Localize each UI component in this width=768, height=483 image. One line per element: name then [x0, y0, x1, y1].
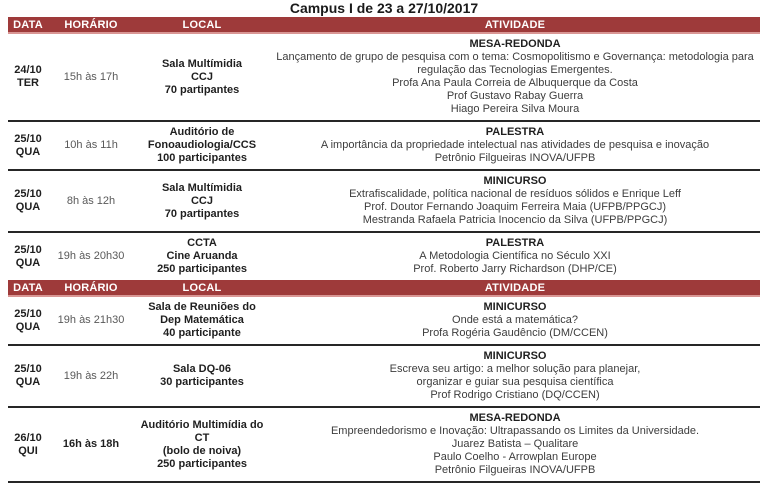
local-line: CCJ [190, 70, 213, 83]
activity-line: Hiago Pereira Silva Moura [450, 103, 580, 115]
activity-type: MINICURSO [483, 350, 547, 362]
activity-line: Petrônio Filgueiras INOVA/UFPB [434, 464, 596, 476]
local-line: Sala Multímidia [161, 181, 243, 194]
local-cell [134, 170, 270, 232]
local-cell [134, 345, 270, 407]
date-cell [8, 345, 48, 407]
schedule-table [8, 17, 760, 483]
date-line: 25/10 [14, 132, 42, 145]
activity-cell [270, 407, 760, 482]
activity-line: Profa Ana Paula Correia de Albuquerque da Costa [392, 77, 638, 89]
activity-line: Escreva seu artigo: a melhor solução para planejar, [389, 363, 641, 375]
local-line: 40 participante [163, 327, 241, 339]
time-cell: 16h às 18h [48, 407, 134, 482]
time-cell: 19h às 22h [48, 345, 134, 407]
date-line: 26/10 [14, 431, 42, 444]
local-line: CCJ [190, 194, 213, 207]
schedule-table-body [8, 17, 760, 482]
local-line: Fonoaudiologia/CCS [147, 139, 257, 151]
local-line: Sala DQ-06 [172, 363, 232, 375]
local-line: 100 participantes [157, 152, 247, 164]
local-line: Cine Aruanda [166, 250, 238, 262]
header-row-2 [8, 280, 760, 296]
activity-cell [270, 232, 760, 280]
time-cell: 10h às 11h [48, 121, 134, 170]
schedule-row [8, 121, 760, 170]
local-line: 250 participantes [157, 263, 247, 275]
activity-line: Paulo Coelho - Arrowplan Europe [433, 451, 597, 463]
schedule-row [8, 296, 760, 345]
date-cell [8, 170, 48, 232]
date-line: 25/10 [14, 363, 42, 375]
activity-type: MINICURSO [483, 301, 547, 313]
local-line: Auditório Multimídia do [140, 418, 264, 431]
activity-type: PALESTRA [485, 126, 545, 138]
local-cell [134, 296, 270, 345]
date-line: TER [17, 77, 39, 89]
date-line: 25/10 [14, 188, 42, 200]
activity-cell [270, 296, 760, 345]
date-cell [8, 296, 48, 345]
activity-cell [270, 170, 760, 232]
activity-line: Petrônio Filgueiras INOVA/UFPB [434, 152, 596, 164]
date-line: QUA [15, 256, 41, 269]
date-line: 24/10 [14, 64, 42, 76]
date-cell [8, 33, 48, 121]
local-line: (bolo de noiva) [162, 444, 242, 457]
activity-line: Prof Gustavo Rabay Guerra [446, 90, 584, 102]
local-cell [134, 232, 270, 280]
local-cell [134, 33, 270, 121]
activity-line: organizar e guiar sua pesquisa científica [416, 376, 614, 388]
activity-line: Empreendedorismo e Inovação: Ultrapassando os Limites da Universidade. [330, 425, 700, 437]
date-cell [8, 232, 48, 280]
time-cell: 19h às 21h30 [57, 314, 125, 326]
local-line: 30 participantes [160, 376, 244, 388]
local-line: Sala de Reuniões do [148, 301, 256, 313]
activity-line: Lançamento de grupo de pesquisa com o tema: Cosmopolitismo e Governança: metodologia para [276, 51, 754, 63]
date-line: 25/10 [14, 243, 42, 256]
date-line: 25/10 [14, 307, 42, 320]
time-cell: 15h às 17h [63, 70, 119, 83]
local-line: CCTA [187, 237, 217, 249]
date-line: QUA [15, 376, 41, 388]
local-line: 70 partipantes [164, 83, 240, 96]
schedule-row [8, 170, 760, 232]
column-header-atividade: ATIVIDADE [270, 280, 760, 296]
activity-type: PALESTRA [485, 237, 545, 249]
activity-line: Prof. Roberto Jarry Richardson (DHP/CE) [413, 263, 617, 275]
local-line: 250 participantes [157, 457, 247, 470]
activity-type: MINICURSO [483, 175, 547, 187]
local-cell [134, 407, 270, 482]
time-cell: 19h às 20h30 [48, 232, 134, 280]
activity-line: Onde está a matemática? [452, 314, 578, 326]
column-header-horrio: HORÁRIO [48, 280, 134, 296]
local-cell [134, 121, 270, 170]
schedule-row [8, 345, 760, 407]
schedule-row [8, 232, 760, 280]
activity-cell [270, 121, 760, 170]
local-line: Auditório de [169, 126, 235, 138]
activity-type: MESA-REDONDA [469, 412, 561, 424]
column-header-local: LOCAL [134, 280, 270, 296]
column-header-data: DATA [8, 280, 48, 296]
activity-line: Juarez Batista – Qualitare [451, 438, 579, 450]
date-line: QUA [15, 145, 41, 158]
activity-line: Prof Rodrigo Cristiano (DQ/CCEN) [430, 389, 600, 401]
date-line: QUA [15, 320, 41, 333]
activity-line: Profa Rogéria Gaudêncio (DM/CCEN) [422, 327, 608, 339]
activity-cell [270, 33, 760, 121]
activity-line: Prof. Doutor Fernando Joaquim Ferreira Maia (UFPB/PPGCJ) [364, 201, 666, 213]
local-line: Dep Matemática [160, 314, 244, 326]
activity-line: A importância da propriedade intelectual nas atividades de pesquisa e inovação [320, 139, 710, 151]
date-line: QUA [15, 201, 41, 213]
page-title: Campus I de 23 a 27/10/2017 [289, 0, 479, 16]
activity-line: Mestranda Rafaela Patricia Inocencio da Silva (UFPB/PPGCJ) [362, 214, 668, 226]
activity-type: MESA-REDONDA [469, 38, 561, 50]
activity-line: regulação das Tecnologias Emergentes. [417, 64, 613, 76]
column-header-horrio: HORÁRIO [48, 17, 134, 33]
schedule-row [8, 407, 760, 482]
column-header-atividade: ATIVIDADE [270, 17, 760, 33]
date-line: QUI [18, 444, 38, 457]
local-line: Sala Multímidia [161, 57, 243, 70]
header-row-1 [8, 17, 760, 33]
local-line: CT [194, 431, 210, 444]
date-cell [8, 407, 48, 482]
activity-line: A Metodologia Científica no Século XXI [419, 250, 611, 262]
date-cell [8, 121, 48, 170]
column-header-data: DATA [8, 17, 48, 33]
activity-cell [270, 345, 760, 407]
schedule-row [8, 33, 760, 121]
local-line: 70 partipantes [164, 207, 240, 220]
time-cell: 8h às 12h [48, 170, 134, 232]
column-header-local: LOCAL [134, 17, 270, 33]
activity-line: Extrafiscalidade, política nacional de resíduos sólidos e Enrique Leff [349, 188, 681, 200]
